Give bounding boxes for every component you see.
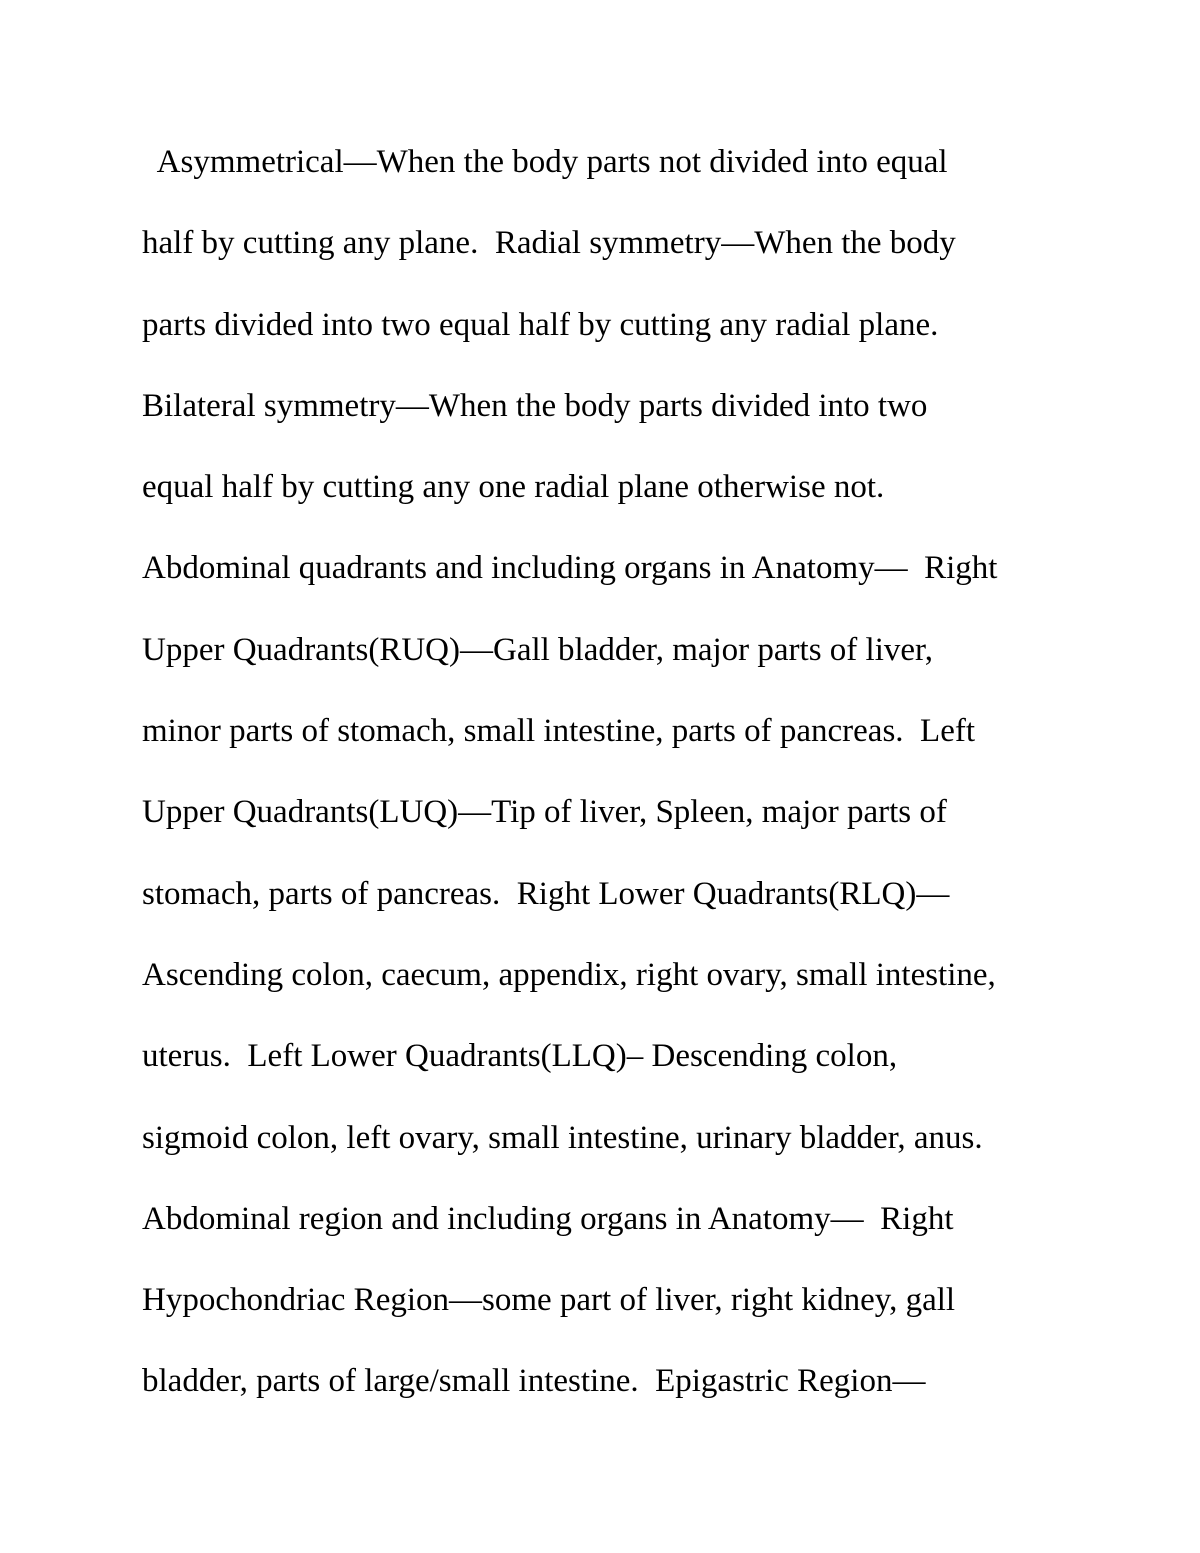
text-line: Asymmetrical—When the body parts not divided into equal	[142, 144, 948, 180]
text-line: Bilateral symmetry—When the body parts divided into two	[142, 387, 928, 424]
text-line: bladder, parts of large/small intestine. Epigastric Region—	[142, 1363, 926, 1400]
text-line: Upper Quadrants(RUQ)—Gall bladder, major parts of liver,	[142, 631, 933, 668]
text-line: half by cutting any plane. Radial symmetry—When the body	[142, 225, 956, 262]
body-text	[142, 138, 1082, 1439]
text-line: Ascending colon, caecum, appendix, right ovary, small intestine,	[142, 956, 996, 993]
text-line: sigmoid colon, left ovary, small intestine, urinary bladder, anus.	[142, 1119, 983, 1156]
text-line: parts divided into two equal half by cutting any radial plane.	[142, 306, 939, 343]
text-line: stomach, parts of pancreas. Right Lower Quadrants(RLQ)—	[142, 875, 950, 912]
text-line: uterus. Left Lower Quadrants(LLQ)– Descending colon,	[142, 1038, 898, 1075]
text-line: Upper Quadrants(LUQ)—Tip of liver, Spleen, major parts of	[142, 794, 947, 831]
text-line: equal half by cutting any one radial plane otherwise not.	[142, 469, 885, 506]
text-line: minor parts of stomach, small intestine, parts of pancreas. Left	[142, 713, 976, 750]
text-line: Abdominal region and including organs in Anatomy— Right	[142, 1200, 954, 1237]
text-line: Hypochondriac Region—some part of liver, right kidney, gall	[142, 1282, 956, 1319]
text-line: Abdominal quadrants and including organs in Anatomy— Right	[142, 550, 998, 587]
